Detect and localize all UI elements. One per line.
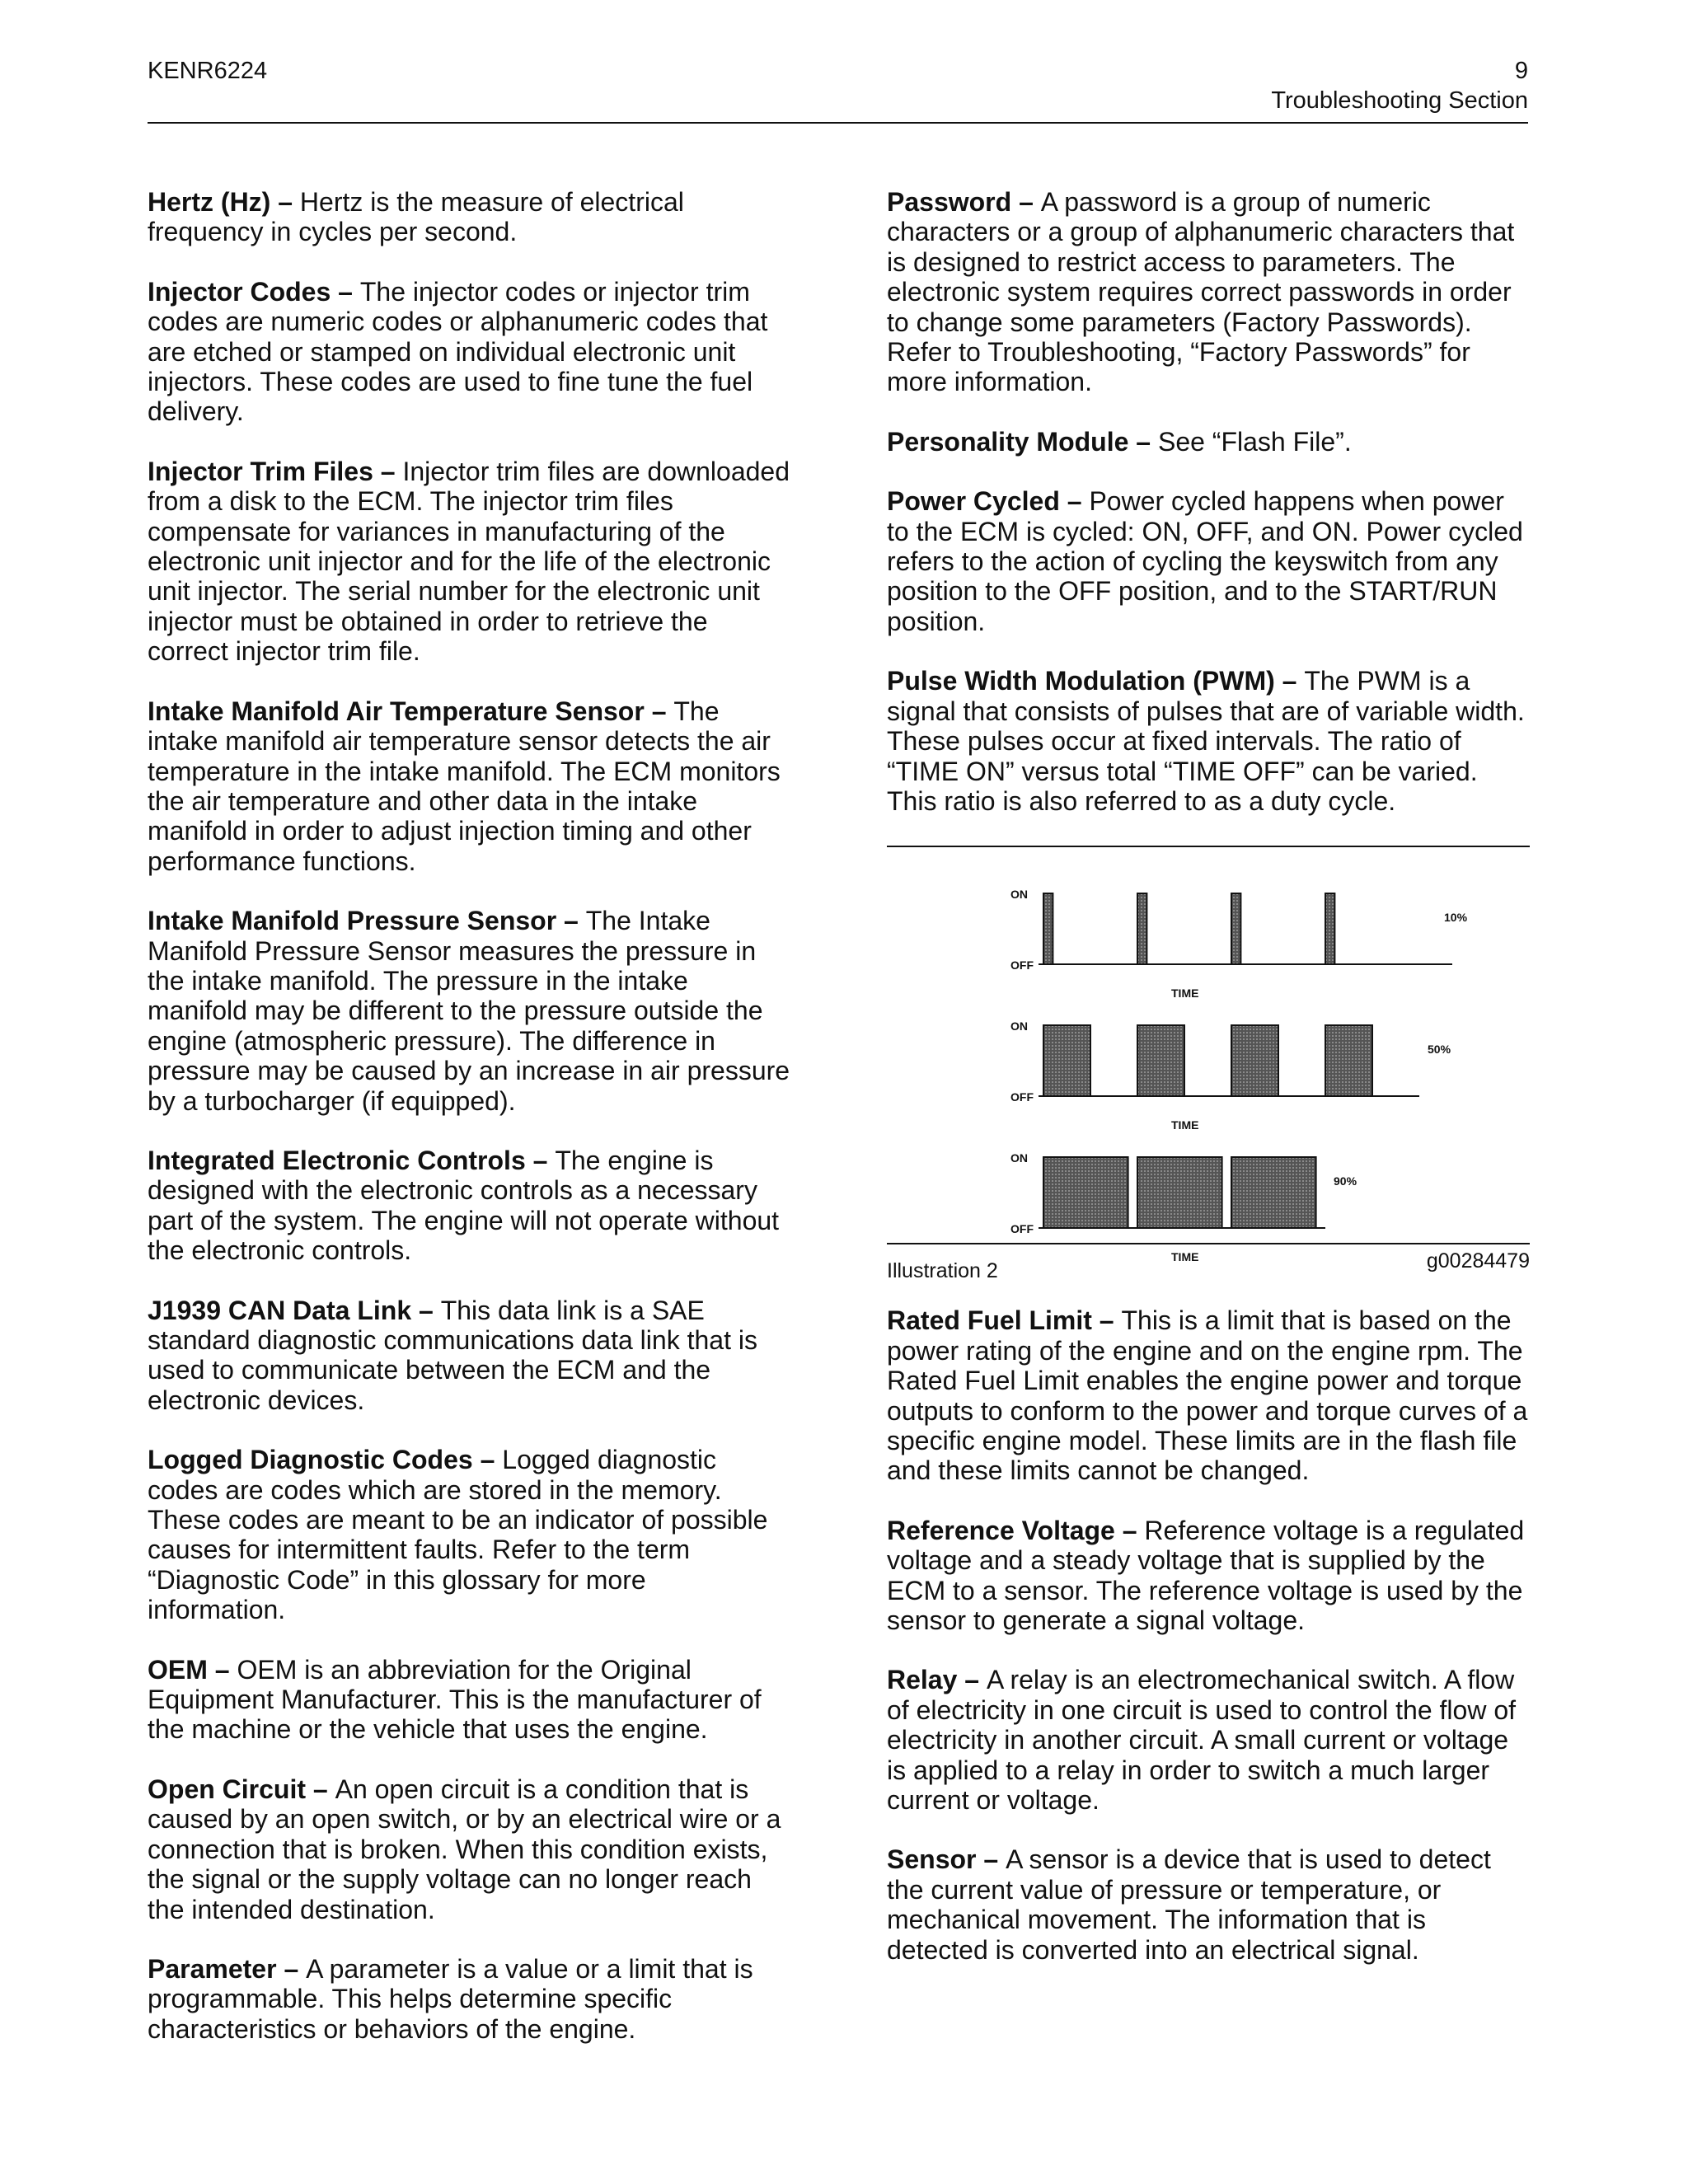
glossary-definition: A sensor is a device that is used to detect the current value of pressure or temperature, or mechanical movement. The information that is detected is converted into an electrical signal. [887, 1844, 1491, 1965]
glossary-definition: See “Flash File”. [1157, 426, 1352, 457]
glossary-definition: Reference voltage is a regulated voltage and a steady voltage that is supplied by the ECM to a sensor. The reference voltage is used by the sensor to generate a signal voltage. [887, 1515, 1525, 1635]
glossary-term: Password [887, 187, 1012, 217]
glossary-term: Intake Manifold Air Temperature Sensor [148, 696, 645, 726]
glossary-definition: OEM is an abbreviation for the Original Equipment Manufacturer. This is the manufacturer of the machine or the vehicle that uses the engine. [148, 1654, 762, 1745]
glossary-definition: Power cycled happens when power to the ECM is cycled: ON, OFF, and ON. Power cycled refers to the action of cycling the keyswitch from any position to the OFF position, and to the START/RUN position. [887, 486, 1523, 636]
glossary-term: Injector Codes [148, 276, 331, 307]
glossary-term: Reference Voltage [887, 1515, 1115, 1545]
glossary-definition: A password is a group of numeric characters or a group of alphanumeric characters that is designed to restrict access to parameters. The electronic system requires correct passwords in order to change some parameters (Factory Passwords). Refer to Troubleshooting, “Factory Passwords” for more information. [887, 187, 1515, 397]
pwm-pulse [1137, 893, 1146, 964]
on-label: ON [1010, 1019, 1028, 1033]
pwm-pulse [1043, 1157, 1128, 1228]
glossary-term: Hertz (Hz) [148, 187, 271, 217]
duty-cycle-label: 10% [1444, 911, 1468, 925]
glossary-term: Pulse Width Modulation (PWM) [887, 666, 1275, 696]
figure-caption [887, 1244, 1530, 1305]
pwm-pulse [1137, 1025, 1184, 1096]
pwm-pulse [1043, 893, 1053, 964]
glossary-definition: The engine is designed with the electronic controls as a necessary part of the system. The engine will not operate without the electronic controls. [148, 1145, 780, 1266]
glossary-entry: Integrated Electronic Controls – The engine is designed with the electronic controls as a necessary part of the system. The engine will not operate without the electronic controls. [148, 1145, 780, 1266]
pwm-pulse [1231, 1157, 1316, 1228]
glossary-definition: This is a limit that is based on the power rating of the engine and on the engine rpm. The Rated Fuel Limit enables the engine power and torque outputs to conform to the power and torque curves of a specific engine model. These limits are in the flash file and these limits cannot be changed. [887, 1305, 1528, 1486]
glossary-definition: This data link is a SAE standard diagnostic communications data link that is used to communicate between the ECM and the electronic devices. [148, 1295, 757, 1415]
glossary-definition: A relay is an electromechanical switch. A flow of electricity in one circuit is used to control the flow of electricity in another circuit. A small current or voltage is applied to a relay in order to switch a much larger current or voltage. [887, 1665, 1517, 1815]
glossary-definition: The Intake Manifold Pressure Sensor measures the pressure in the intake manifold. The pressure in the intake manifold may be different to the pressure outside the engine (atmospheric pressure). The difference in pressure may be caused by an increase in air pressure by a turbocharger (if equipped). [148, 906, 790, 1116]
glossary-entry: Relay – A relay is an electromechanical switch. A flow of electricity in one circuit is used to control the flow of electricity in another circuit. A small current or voltage is applied to a relay in order to switch a much larger current or voltage. [887, 1665, 1517, 1815]
glossary-entry: Injector Codes – The injector codes or injector trim codes are numeric codes or alphanumeric codes that are etched or stamped on individual electronic unit injectors. These codes are used to fine tune the fuel delivery. [148, 276, 768, 427]
section-title: Troubleshooting Section [1271, 87, 1528, 114]
pwm-pulse [1325, 893, 1334, 964]
glossary-entry: Rated Fuel Limit – This is a limit that is based on the power rating of the engine and on the engine rpm. The Rated Fuel Limit enables the engine power and torque outputs to conform to the power and torque curves of a specific engine model. These limits are in the flash file and these limits cannot be changed. [887, 1305, 1528, 1486]
glossary-term: J1939 CAN Data Link [148, 1295, 412, 1325]
glossary-term: Injector Trim Files [148, 456, 373, 486]
illustration-image-id: g00284479 [1426, 1249, 1530, 1273]
glossary-entry: Reference Voltage – Reference voltage is a regulated voltage and a steady voltage that is supplied by the ECM to a sensor. The reference voltage is used by the sensor to generate a signal voltage. [887, 1515, 1525, 1635]
glossary-entry: Pulse Width Modulation (PWM) – The PWM is a signal that consists of pulses that are of variable width. These pulses occur at fixed intervals. The ratio of “TIME ON” versus total “TIME OFF” can be varied. This ratio is also referred to as a duty cycle. [887, 666, 1525, 816]
page-header [148, 54, 1528, 124]
glossary-term: Logged Diagnostic Codes [148, 1445, 473, 1475]
pwm-pulse [1325, 1025, 1372, 1096]
glossary-entry: Password – A password is a group of numeric characters or a group of alphanumeric characters that is designed to restrict access to parameters. The electronic system requires correct passwords in order to change some parameters (Factory Passwords). Refer to Troubleshooting, “Factory Passwords” for more information. [887, 187, 1515, 397]
time-axis-label: TIME [1171, 1118, 1199, 1132]
glossary-term: Power Cycled [887, 486, 1060, 517]
right-column [887, 187, 1533, 1994]
pwm-pulse [1043, 1025, 1090, 1096]
pwm-pulse [1231, 1025, 1278, 1096]
glossary-term: Relay [887, 1665, 958, 1695]
off-label: OFF [1010, 958, 1034, 972]
glossary-definition: Hertz is the measure of electrical frequency in cycles per second. [148, 187, 684, 247]
illustration-2 [887, 846, 1530, 1305]
page-number: 9 [1514, 58, 1528, 84]
glossary-entry: OEM – OEM is an abbreviation for the Original Equipment Manufacturer. This is the manufacturer of the machine or the vehicle that uses the engine. [148, 1654, 762, 1745]
glossary-entry: Hertz (Hz) – Hertz is the measure of electrical frequency in cycles per second. [148, 187, 684, 247]
off-label: OFF [1010, 1222, 1034, 1236]
document-id: KENR6224 [148, 58, 268, 84]
glossary-entry: Open Circuit – An open circuit is a condition that is caused by an open switch, or by an electrical wire or a connection that is broken. When this condition exists, the signal or the supply voltage can no longer reach the intended destination. [148, 1774, 781, 1924]
glossary-entry: Intake Manifold Air Temperature Sensor – The intake manifold air temperature sensor detects the air temperature in the intake manifold. The ECM monitors the air temperature and other data in the intake manifold in order to adjust injection timing and other performance functions. [148, 696, 781, 876]
on-label: ON [1010, 1151, 1028, 1165]
glossary-term: Personality Module [887, 426, 1129, 457]
glossary-term: Integrated Electronic Controls [148, 1145, 526, 1175]
glossary-definition: An open circuit is a condition that is caused by an open switch, or by an electrical wire or a connection that is broken. When this condition exists, the signal or the supply voltage can no longer reach the intended destination. [148, 1774, 781, 1924]
glossary-term: OEM [148, 1654, 208, 1685]
pwm-pulse [1231, 893, 1240, 964]
glossary-entry: J1939 CAN Data Link – This data link is a SAE standard diagnostic communications data link that is used to communicate between the ECM and the electronic devices. [148, 1295, 757, 1415]
glossary-entry: Power Cycled – Power cycled happens when power to the ECM is cycled: ON, OFF, and ON. Power cycled refers to the action of cycling the keyswitch from any position to the OFF position, and to the START/RUN position. [887, 486, 1523, 636]
duty-cycle-label: 50% [1428, 1043, 1451, 1057]
glossary-definition: The PWM is a signal that consists of pulses that are of variable width. These pulses occur at fixed intervals. The ratio of “TIME ON” versus total “TIME OFF” can be varied. This ratio is also referred to as a duty cycle. [887, 666, 1525, 816]
time-axis-label: TIME [1171, 1250, 1199, 1264]
glossary-term: Open Circuit [148, 1774, 307, 1804]
time-axis-label: TIME [1171, 987, 1199, 1001]
glossary-entry: Parameter – A parameter is a value or a limit that is programmable. This helps determine specific characteristics or behaviors of the engine. [148, 1953, 753, 2044]
glossary-definition: The injector codes or injector trim codes are numeric codes or alphanumeric codes that are etched or stamped on individual electronic unit injectors. These codes are used to fine tune the fuel delivery. [148, 276, 768, 427]
glossary-term: Parameter [148, 1953, 277, 1984]
glossary-definition: A parameter is a value or a limit that is programmable. This helps determine specific characteristics or behaviors of the engine. [148, 1953, 753, 2044]
glossary-definition: Logged diagnostic codes are codes which are stored in the memory. These codes are meant to be an indicator of possible causes for intermittent faults. Refer to the term “Diagnostic Code” in this glossary for more information. [148, 1445, 768, 1625]
glossary-entry: Personality Module – See “Flash File”. [887, 426, 1352, 457]
off-label: OFF [1010, 1090, 1034, 1104]
on-label: ON [1010, 888, 1028, 902]
pwm-pulse [1137, 1157, 1222, 1228]
glossary-entry: Injector Trim Files – Injector trim files are downloaded from a disk to the ECM. The injector trim files compensate for variances in manufacturing of the electronic unit injector and for the life of the electronic unit injector. The serial number for the electronic unit injector must be obtained in order to retrieve the correct injector trim file. [148, 456, 790, 667]
left-column [148, 187, 790, 2074]
illustration-caption: Illustration 2 [887, 1259, 998, 1283]
glossary-term: Sensor [887, 1844, 977, 1875]
glossary-definition: The intake manifold air temperature sensor detects the air temperature in the intake manifold. The ECM monitors the air temperature and other data in the intake manifold in order to adjust injection timing and other performance functions. [148, 696, 781, 876]
glossary-definition: Injector trim files are downloaded from a disk to the ECM. The injector trim files compensate for variances in manufacturing of the electronic unit injector and for the life of the electronic unit injector. The serial number for the electronic unit injector must be obtained in order to retrieve the correct injector trim file. [148, 456, 790, 667]
duty-cycle-label: 90% [1334, 1174, 1357, 1188]
glossary-entry: Logged Diagnostic Codes – Logged diagnostic codes are codes which are stored in the memory. These codes are meant to be an indicator of possible causes for intermittent faults. Refer to the term “Diagnostic Code” in this glossary for more information. [148, 1445, 768, 1625]
glossary-term: Intake Manifold Pressure Sensor [148, 906, 557, 936]
glossary-entry: Intake Manifold Pressure Sensor – The Intake Manifold Pressure Sensor measures the pressure in the intake manifold. The pressure in the intake manifold may be different to the pressure outside the engine (atmospheric pressure). The difference in pressure may be caused by an increase in air pressure by a turbocharger (if equipped). [148, 906, 790, 1116]
glossary-term: Rated Fuel Limit [887, 1305, 1092, 1336]
glossary-entry: Sensor – A sensor is a device that is used to detect the current value of pressure or temperature, or mechanical movement. The information that is detected is converted into an electrical signal. [887, 1844, 1491, 1965]
